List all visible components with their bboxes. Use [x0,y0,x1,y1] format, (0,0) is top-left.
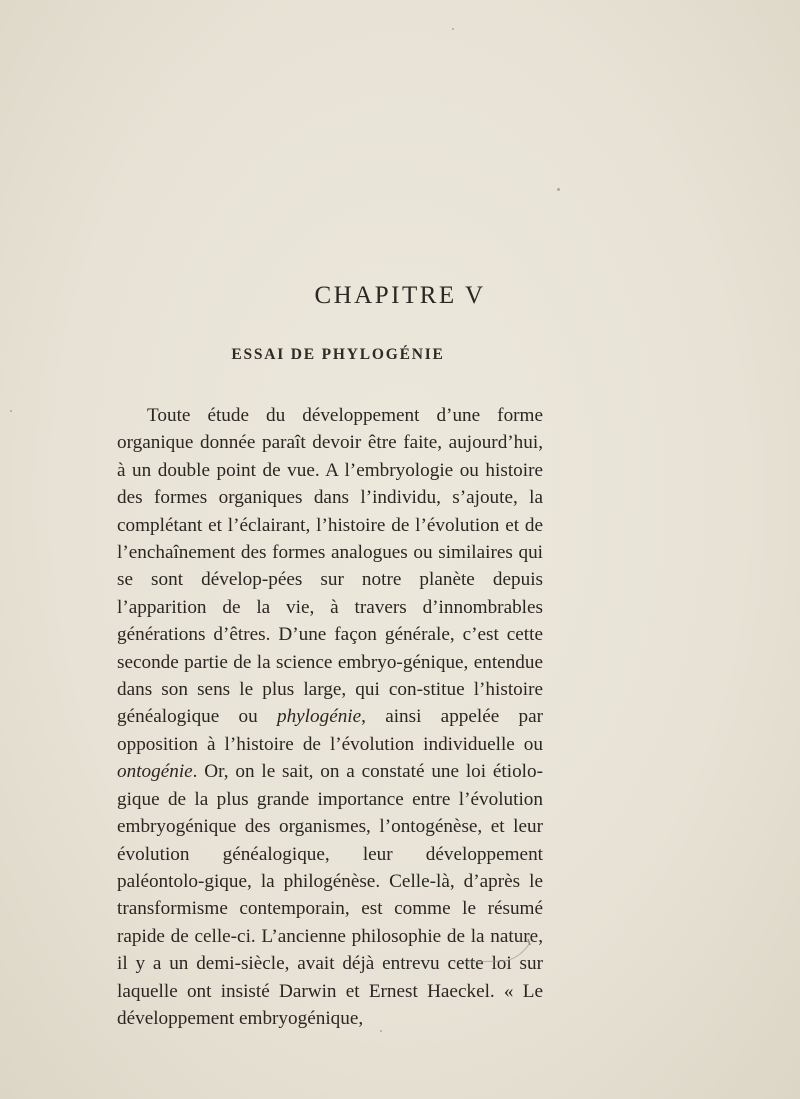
chapter-subtitle: ESSAI DE PHYLOGÉNIE [231,346,445,363]
pencil-mark [464,935,534,965]
paper-speck [557,188,560,191]
italic-term-ontogenie: ontogénie [117,761,193,783]
paper-speck [380,1030,382,1032]
chapter-title: CHAPITRE V [314,282,486,309]
italic-term-phylogenie: phylogénie [276,706,362,728]
paper-speck [10,410,12,412]
text-segment: Toute étude du développement d’une forme organique donnée paraît devoir être faite, aujourd’hui, à un double point de vue. A l’embryologie ou histoire des formes organiques dans l’individu, s’ajoute, la complétant et l’éclairant, l’histoire de l’évolution et de l’enchaînement des formes analogues ou similaires qui se sont dévelop-pées sur notre planète depuis l’apparition de la vie, à travers d’innombrables générations d’êtres. D’une façon générale, c’est cette seconde partie de la science embryo-génique, entendue dans son sens le plus large, qui con-stitue l’histoire généalogique ou [117,405,543,728]
paper-speck [452,28,454,30]
show-through-ink [120,160,560,340]
text-segment: . Or, on le sait, on a constaté une loi étiolo-gique de la plus grande importance entre l’évolution embryogénique des organismes, l’ontogénèse, et leur évolution généalogique, leur développement paléontolo-gique, la philogénèse. Celle-là, d’après le transformisme contemporain, est comme le résumé rapide de celle-ci. L’ancienne philosophie de la nature, il y a un demi-siècle, avait déjà entrevu cette loi sur laquelle ont insisté Darwin et Ernest Haeckel. « Le développement embryogénique, [117,761,543,1029]
text-segment: , ainsi appelée par opposition à l’histoire de l’évolution individuelle ou [117,706,543,755]
